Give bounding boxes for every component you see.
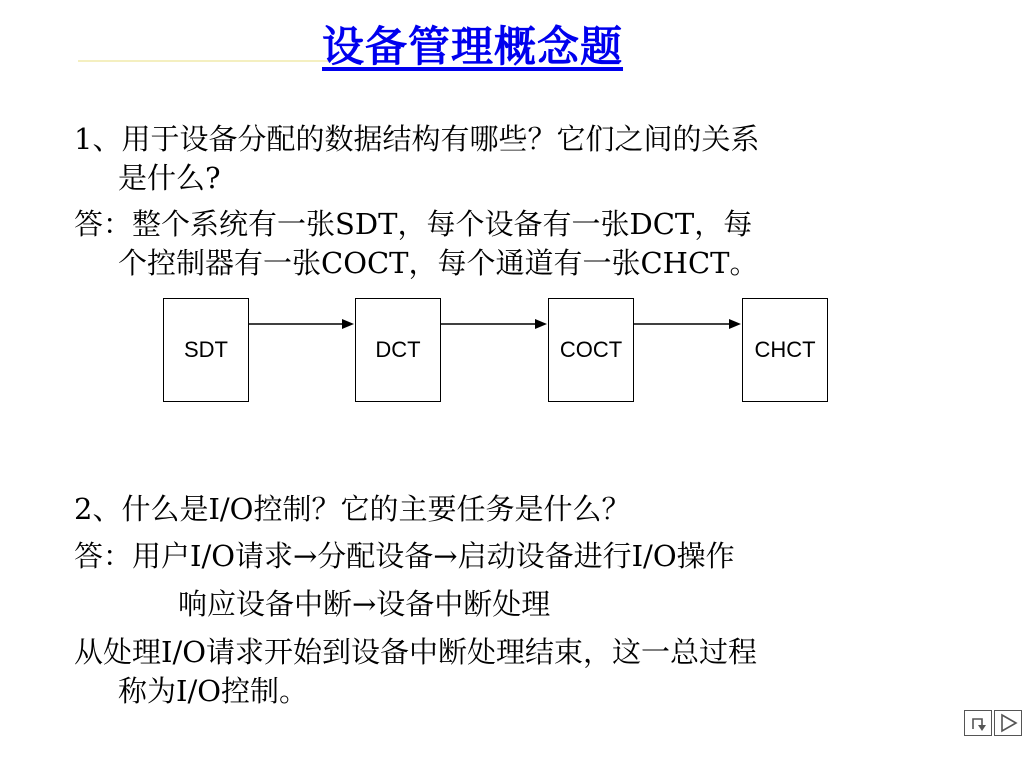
diagram-box-chct: CHCT xyxy=(742,298,828,402)
return-icon xyxy=(965,711,991,735)
answer-1-line-1: 答：整个系统有一张SDT，每个设备有一张DCT，每 xyxy=(74,207,753,241)
question-2-line-1: 2、什么是I/O控制？它的主要任务是什么？ xyxy=(74,492,631,526)
question-1 xyxy=(74,120,954,198)
diagram-box-dct: DCT xyxy=(355,298,441,402)
answer-2-line-4: 称为I/O控制。 xyxy=(118,674,309,708)
answer-2-line-2: 响应设备中断→设备中断处理 xyxy=(178,587,551,621)
title-area xyxy=(0,8,1024,71)
arrow-sdt-to-dct xyxy=(248,313,356,335)
answer-2 xyxy=(74,537,954,711)
arrow-coct-to-chct xyxy=(634,313,743,335)
answer-2-line-3: 从处理I/O请求开始到设备中断处理结束，这一总过程 xyxy=(74,635,758,669)
question-1-line-2: 是什么? xyxy=(118,161,221,195)
page-title[interactable]: 设备管理概念题 xyxy=(322,22,624,71)
answer-1 xyxy=(74,205,954,283)
diagram-box-sdt: SDT xyxy=(163,298,249,402)
diagram-box-coct: COCT xyxy=(548,298,634,402)
next-button[interactable] xyxy=(994,710,1022,736)
answer-1-line-2: 个控制器有一张COCT，每个通道有一张CHCT。 xyxy=(118,246,759,280)
return-button[interactable] xyxy=(964,710,992,736)
title-underline-decoration xyxy=(78,60,328,62)
arrow-dct-to-coct xyxy=(441,313,549,335)
answer-2-line-1: 答：用户I/O请求→分配设备→启动设备进行I/O操作 xyxy=(74,539,735,573)
next-icon xyxy=(995,711,1021,735)
question-2 xyxy=(74,490,954,529)
question-1-line-1: 1、用于设备分配的数据结构有哪些？它们之间的关系 xyxy=(74,122,760,156)
